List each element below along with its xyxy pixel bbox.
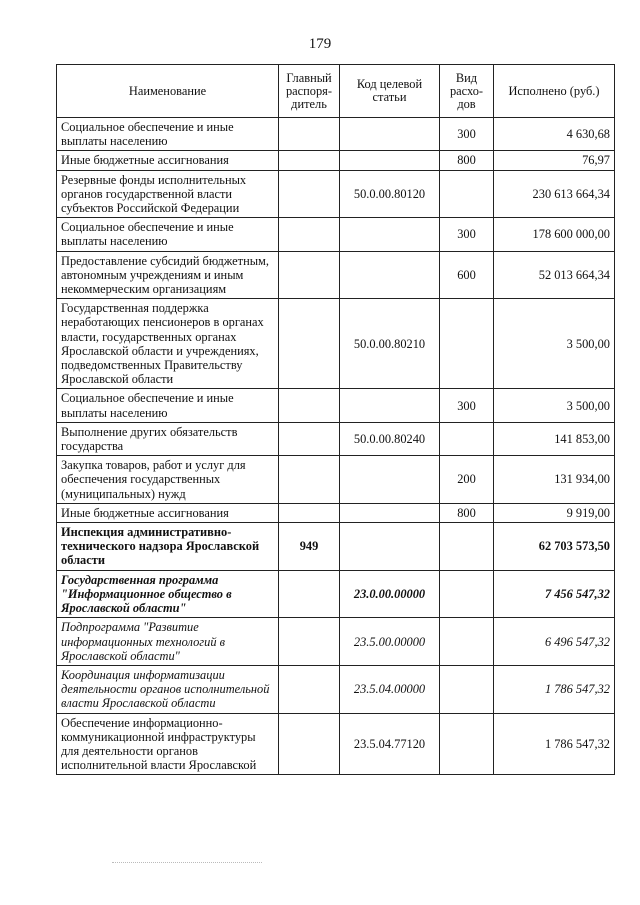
cell-target-code: 50.0.00.80210: [340, 299, 440, 389]
cell-name: Социальное обеспечение и иные выплаты населению: [57, 118, 279, 151]
cell-target-code: 23.5.04.00000: [340, 665, 440, 713]
cell-target-code: [340, 251, 440, 299]
cell-name: Закупка товаров, работ и услуг для обеспечения государственных (муниципальных) нужд: [57, 456, 279, 504]
cell-name: Иные бюджетные ассигнования: [57, 151, 279, 170]
cell-target-code: [340, 389, 440, 422]
cell-expense-type: [440, 299, 494, 389]
cell-target-code: 50.0.00.80240: [340, 422, 440, 455]
cell-main-manager: [279, 389, 340, 422]
cell-target-code: [340, 118, 440, 151]
header-name: Наименование: [57, 65, 279, 118]
cell-main-manager: [279, 170, 340, 218]
cell-expense-type: 300: [440, 218, 494, 251]
header-executed-amount: Исполнено (руб.): [494, 65, 615, 118]
cell-expense-type: [440, 665, 494, 713]
cell-executed-amount: 3 500,00: [494, 299, 615, 389]
header-target-code: Код целевой статьи: [340, 65, 440, 118]
cell-executed-amount: 178 600 000,00: [494, 218, 615, 251]
cell-target-code: [340, 456, 440, 504]
header-main-manager: Главный распоря-дитель: [279, 65, 340, 118]
table-row: [57, 389, 615, 422]
cell-main-manager: [279, 251, 340, 299]
header-expense-type: Вид расхо-дов: [440, 65, 494, 118]
cell-executed-amount: 9 919,00: [494, 503, 615, 522]
cell-name: Резервные фонды исполнительных органов государственной власти субъектов Российской Федерации: [57, 170, 279, 218]
cell-main-manager: [279, 665, 340, 713]
table-row: [57, 570, 615, 618]
page-number: 179: [308, 36, 332, 52]
table-row: [57, 713, 615, 775]
cell-name: Подпрограмма "Развитие информационных технологий в Ярославской области": [57, 618, 279, 666]
cell-name: Предоставление субсидий бюджетным, автономным учреждениям и иным некоммерческим организациям: [57, 251, 279, 299]
cell-executed-amount: 7 456 547,32: [494, 570, 615, 618]
cell-expense-type: [440, 422, 494, 455]
cell-executed-amount: 3 500,00: [494, 389, 615, 422]
cell-expense-type: 800: [440, 503, 494, 522]
cell-target-code: 50.0.00.80120: [340, 170, 440, 218]
cell-target-code: [340, 523, 440, 571]
table-header-row: [57, 65, 615, 118]
budget-execution-table: [56, 64, 615, 775]
table-row: [57, 151, 615, 170]
cell-executed-amount: 4 630,68: [494, 118, 615, 151]
cell-main-manager: [279, 422, 340, 455]
table-row: [57, 251, 615, 299]
cell-main-manager: [279, 118, 340, 151]
cell-target-code: [340, 503, 440, 522]
cell-expense-type: [440, 170, 494, 218]
cell-target-code: [340, 218, 440, 251]
cell-executed-amount: 230 613 664,34: [494, 170, 615, 218]
cell-main-manager: [279, 218, 340, 251]
cell-name: Социальное обеспечение и иные выплаты населению: [57, 218, 279, 251]
cell-expense-type: 800: [440, 151, 494, 170]
table-row: [57, 618, 615, 666]
cell-executed-amount: 1 786 547,32: [494, 713, 615, 775]
cell-main-manager: [279, 618, 340, 666]
cell-executed-amount: 62 703 573,50: [494, 523, 615, 571]
cell-name: Выполнение других обязательств государства: [57, 422, 279, 455]
cell-name: Обеспечение информационно-коммуникационной инфраструктуры для деятельности органов исполнительной власти Ярославской: [57, 713, 279, 775]
table-row: [57, 218, 615, 251]
cell-executed-amount: 76,97: [494, 151, 615, 170]
cell-executed-amount: 1 786 547,32: [494, 665, 615, 713]
cell-main-manager: [279, 713, 340, 775]
cell-target-code: [340, 151, 440, 170]
table-row: [57, 523, 615, 571]
scan-artifact: [112, 862, 262, 864]
cell-expense-type: 200: [440, 456, 494, 504]
cell-expense-type: [440, 523, 494, 571]
cell-executed-amount: 131 934,00: [494, 456, 615, 504]
table-body: [57, 118, 615, 775]
table-row: [57, 503, 615, 522]
table-row: [57, 170, 615, 218]
cell-name: Иные бюджетные ассигнования: [57, 503, 279, 522]
cell-main-manager: [279, 570, 340, 618]
cell-main-manager: 949: [279, 523, 340, 571]
cell-expense-type: [440, 570, 494, 618]
cell-name: Инспекция административно-технического надзора Ярославской области: [57, 523, 279, 571]
cell-target-code: 23.5.00.00000: [340, 618, 440, 666]
cell-name: Государственная программа "Информационное общество в Ярославской области": [57, 570, 279, 618]
cell-name: Координация информатизации деятельности органов исполнительной власти Ярославской области: [57, 665, 279, 713]
cell-name: Государственная поддержка неработающих пенсионеров в органах власти, государственных органах Ярославской области и учреждениях, подведомственных Правительству Ярославской области: [57, 299, 279, 389]
table-row: [57, 422, 615, 455]
cell-target-code: 23.5.04.77120: [340, 713, 440, 775]
table-row: [57, 456, 615, 504]
cell-executed-amount: 6 496 547,32: [494, 618, 615, 666]
cell-name: Социальное обеспечение и иные выплаты населению: [57, 389, 279, 422]
cell-main-manager: [279, 151, 340, 170]
cell-expense-type: 300: [440, 118, 494, 151]
cell-expense-type: [440, 618, 494, 666]
cell-expense-type: 600: [440, 251, 494, 299]
cell-target-code: 23.0.00.00000: [340, 570, 440, 618]
table-row: [57, 118, 615, 151]
cell-expense-type: [440, 713, 494, 775]
cell-main-manager: [279, 456, 340, 504]
table-row: [57, 665, 615, 713]
cell-executed-amount: 52 013 664,34: [494, 251, 615, 299]
cell-main-manager: [279, 503, 340, 522]
cell-executed-amount: 141 853,00: [494, 422, 615, 455]
table-row: [57, 299, 615, 389]
cell-expense-type: 300: [440, 389, 494, 422]
cell-main-manager: [279, 299, 340, 389]
